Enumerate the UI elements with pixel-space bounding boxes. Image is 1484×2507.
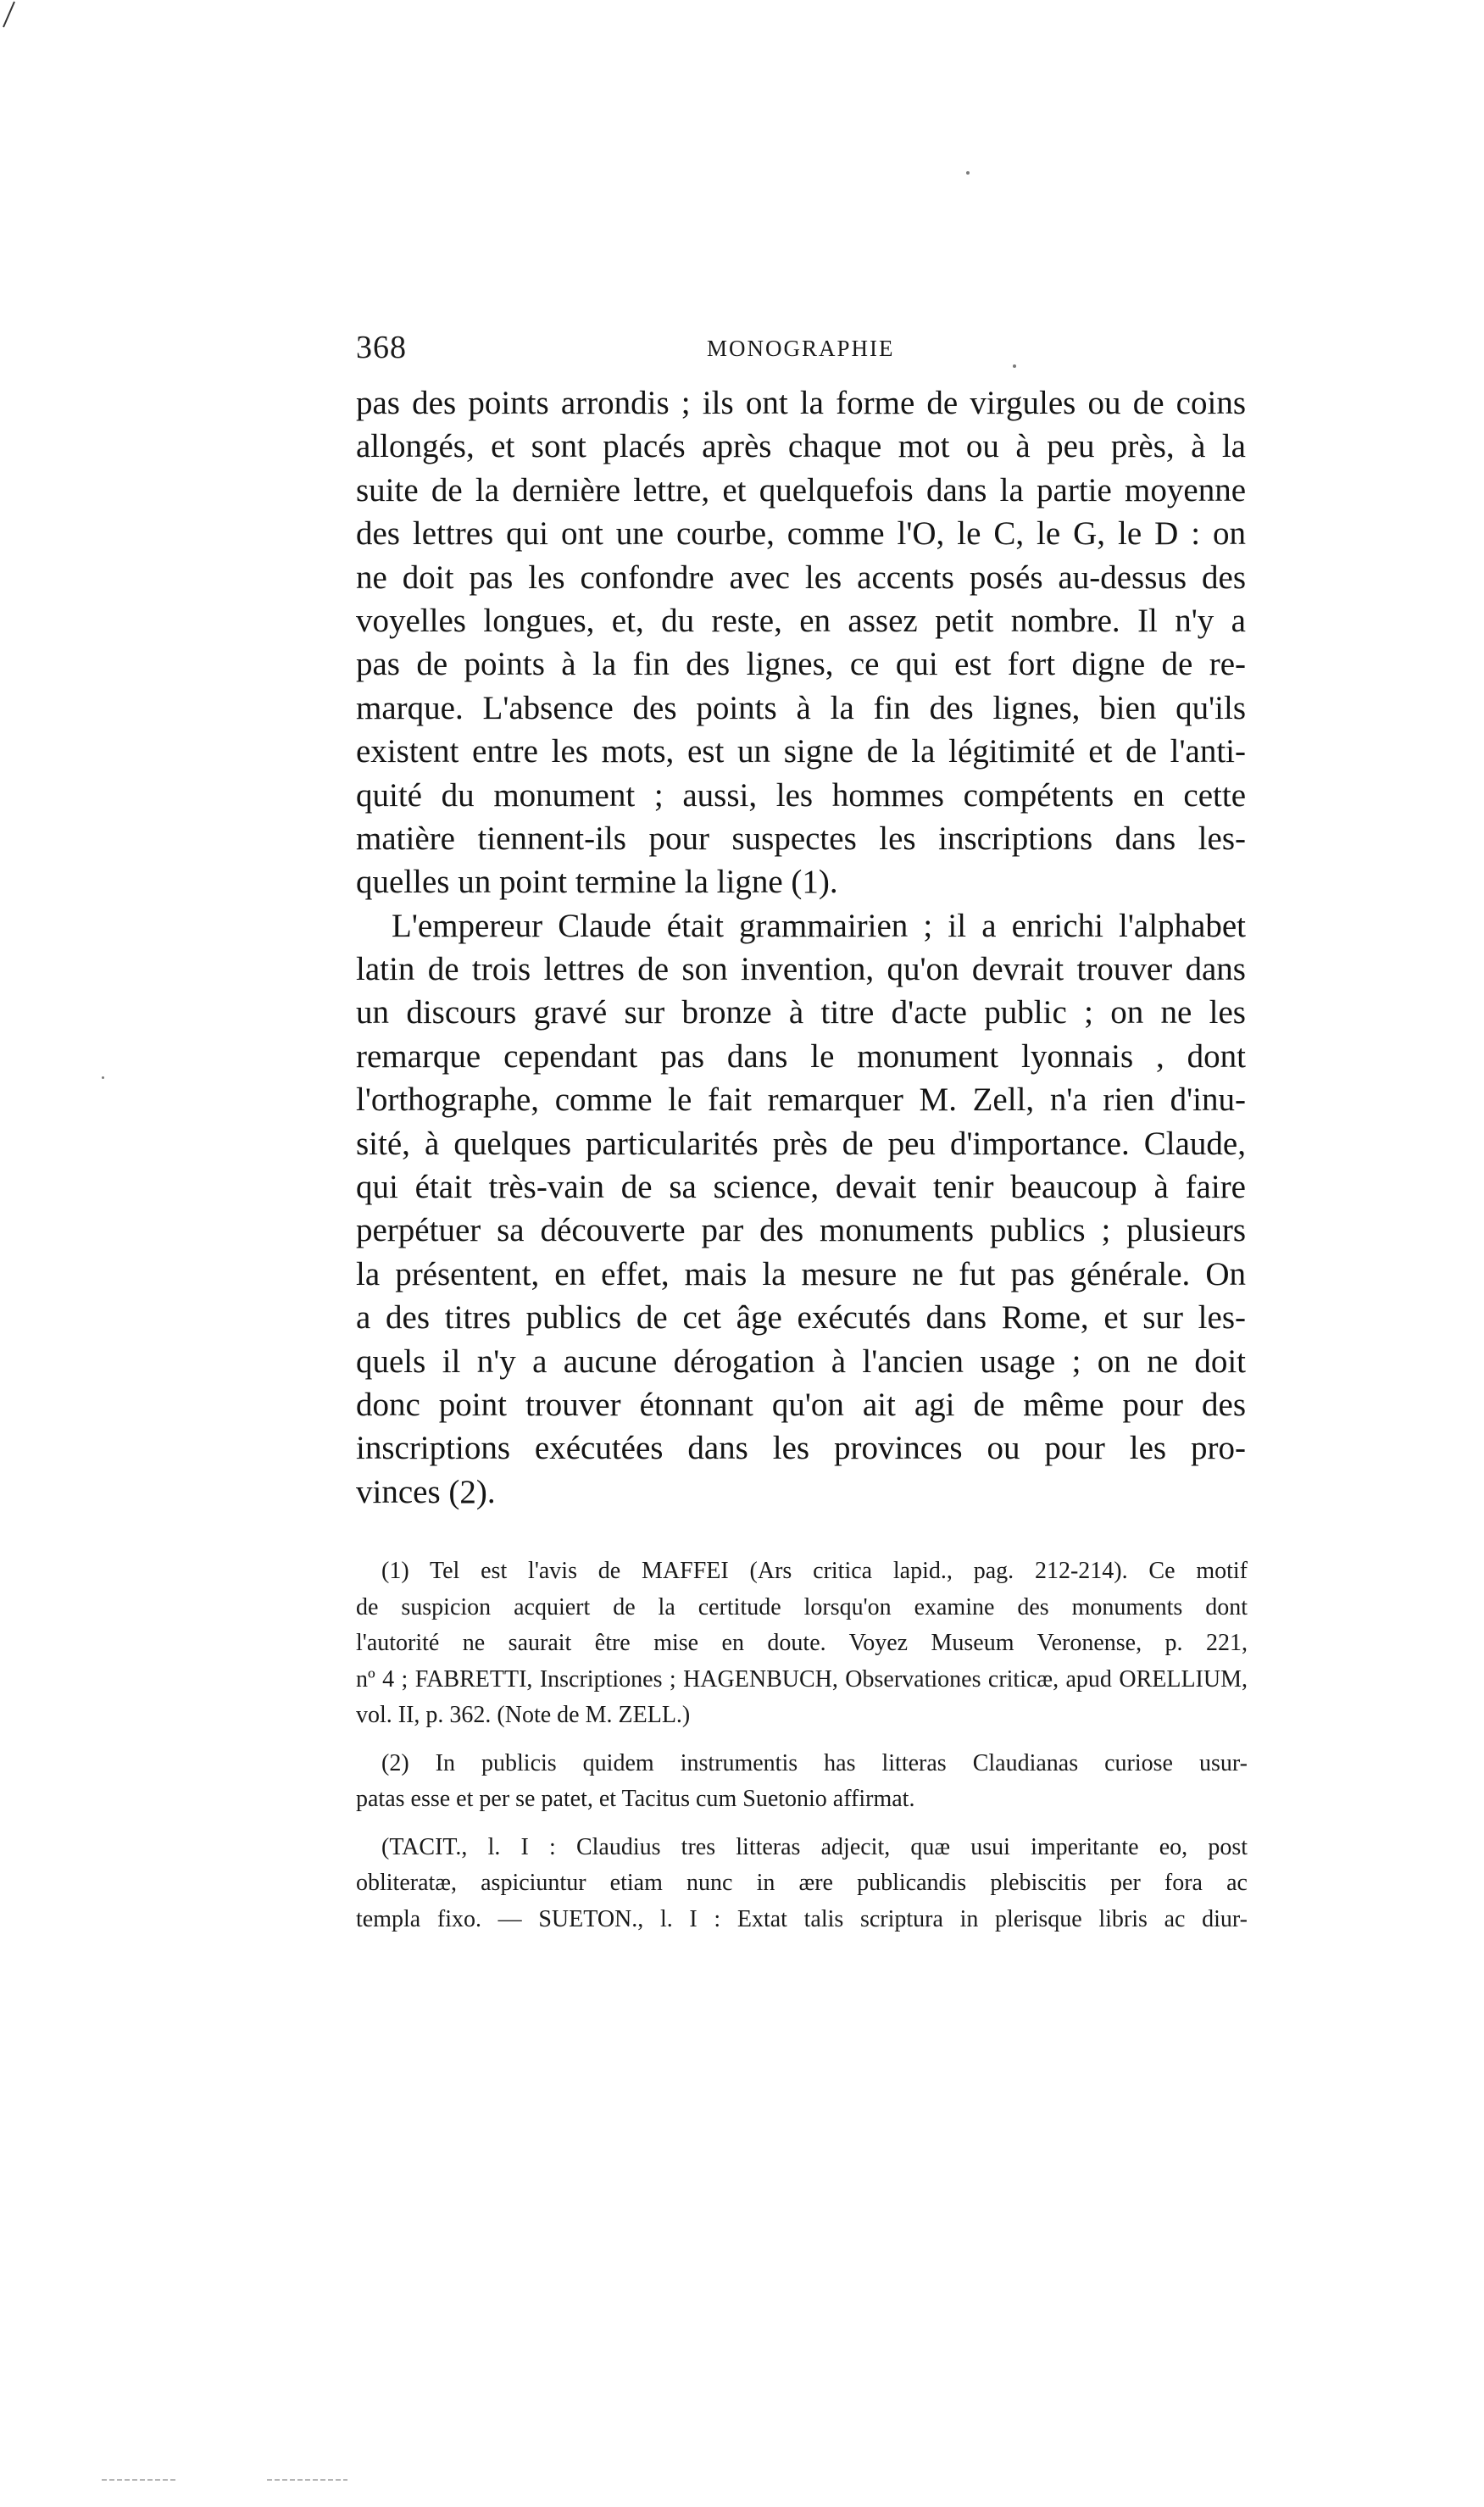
text-line: matière tiennent-ils pour suspectes les inscriptions dans les- [356, 820, 1246, 857]
footnote-line: vol. II, p. 362. (Note de M. ZELL.) [356, 1702, 691, 1728]
text-line: un discours gravé sur bronze à titre d'acte public ; on ne les [356, 994, 1246, 1031]
text-line: pas de points à la fin des lignes, ce qui est fort digne de re- [356, 646, 1246, 683]
text-line: ne doit pas les confondre avec les accents posés au-dessus des [356, 559, 1246, 596]
page-number: 368 [356, 330, 407, 365]
text-line: voyelles longues, et, du reste, en assez petit nombre. Il n'y a [356, 602, 1246, 639]
text-line: suite de la dernière lettre, et quelquefois dans la partie moyenne [356, 471, 1246, 509]
text-line: la présentent, en effet, mais la mesure ne fut pas générale. On [356, 1255, 1246, 1292]
footnote-1 [356, 1554, 1248, 1734]
running-head [356, 329, 1246, 371]
footnotes [356, 1554, 1248, 1937]
text-line: quels il n'y a aucune dérogation à l'ancien usage ; on ne doit [356, 1342, 1246, 1380]
footnote-line: templa fixo. — SUETON., l. I : Extat talis scriptura in plerisque libris ac diur- [356, 1905, 1248, 1932]
footnote-line: de suspicion acquiert de la certitude lorsqu'on examine des monuments dont [356, 1593, 1248, 1620]
text-line: sité, à quelques particularités près de peu d'importance. Claude, [356, 1125, 1246, 1162]
text-line: L'empereur Claude était grammairien ; il a enrichi l'alphabet [392, 907, 1246, 944]
footnote-line: patas esse et per se patet, et Tacitus cum Suetonio affirmat. [356, 1786, 915, 1812]
text-line: des lettres qui ont une courbe, comme l'O, le C, le G, le D : on [356, 515, 1246, 553]
text-line: perpétuer sa découverte par des monuments publics ; plusieurs [356, 1212, 1246, 1249]
text-line: allongés, et sont placés après chaque mot ou à peu près, à la [356, 428, 1246, 465]
footnote-line: obliteratæ, aspiciuntur etiam nunc in ære publicandis plebiscitis per fora ac [356, 1870, 1248, 1896]
paragraph [356, 904, 1246, 1514]
text-line: inscriptions exécutées dans les provinces ou pour les pro- [356, 1430, 1246, 1467]
text-line: quelles un point termine la ligne (1). [356, 864, 838, 901]
running-head-title: MONOGRAPHIE [707, 336, 895, 361]
text-line: existent entre les mots, est un signe de la légitimité et de l'anti- [356, 733, 1246, 770]
footnote-line: nº 4 ; FABRETTI, Inscriptiones ; HAGENBUCH, Observationes criticæ, apud ORELLIUM, [356, 1665, 1248, 1693]
text-line: pas des points arrondis ; ils ont la forme de virgules ou de coins [356, 385, 1246, 421]
paper-speck [966, 171, 970, 175]
footnote-line: (1) Tel est l'avis de MAFFEI (Ars critica lapid., pag. 212-214). Ce motif [381, 1558, 1248, 1584]
text-line: remarque cependant pas dans le monument lyonnais , dont [356, 1037, 1246, 1075]
footnote-line: l'autorité ne saurait être mise en doute. Voyez Museum Veronense, p. 221, [356, 1630, 1248, 1656]
footnote-2 [356, 1746, 1248, 1818]
footnote-line: (2) In publicis quidem instrumentis has litteras Claudianas curiose usur- [381, 1749, 1248, 1776]
footnote-spacer [356, 1734, 1248, 1746]
footnote-spacer [356, 1818, 1248, 1830]
text-line: donc point trouver étonnant qu'on ait agi de même pour des [356, 1386, 1246, 1423]
paper-speck [102, 1076, 104, 1079]
footnote-3 [356, 1830, 1248, 1938]
text-line: latin de trois lettres de son invention, qu'on devrait trouver dans [356, 951, 1246, 988]
page-corner-mark [2, 0, 17, 29]
text-line: marque. L'absence des points à la fin des lignes, bien qu'ils [356, 689, 1246, 726]
text-line: vinces (2). [356, 1473, 496, 1510]
scan-edge-mark [102, 2479, 178, 2481]
scan-edge-mark [267, 2479, 347, 2481]
main-text [356, 381, 1246, 1514]
text-line: l'orthographe, comme le fait remarquer M. Zell, n'a rien d'inu- [356, 1081, 1246, 1119]
text-line: a des titres publics de cet âge exécutés dans Rome, et sur les- [356, 1299, 1246, 1337]
paragraph [356, 381, 1246, 904]
footnote-line: (TACIT., l. I : Claudius tres litteras adjecit, quæ usui imperitante eo, post [381, 1833, 1248, 1860]
text-line: qui était très-vain de sa science, devait tenir beaucoup à faire [356, 1169, 1246, 1206]
text-line: quité du monument ; aussi, les hommes compétents en cette [356, 776, 1246, 814]
